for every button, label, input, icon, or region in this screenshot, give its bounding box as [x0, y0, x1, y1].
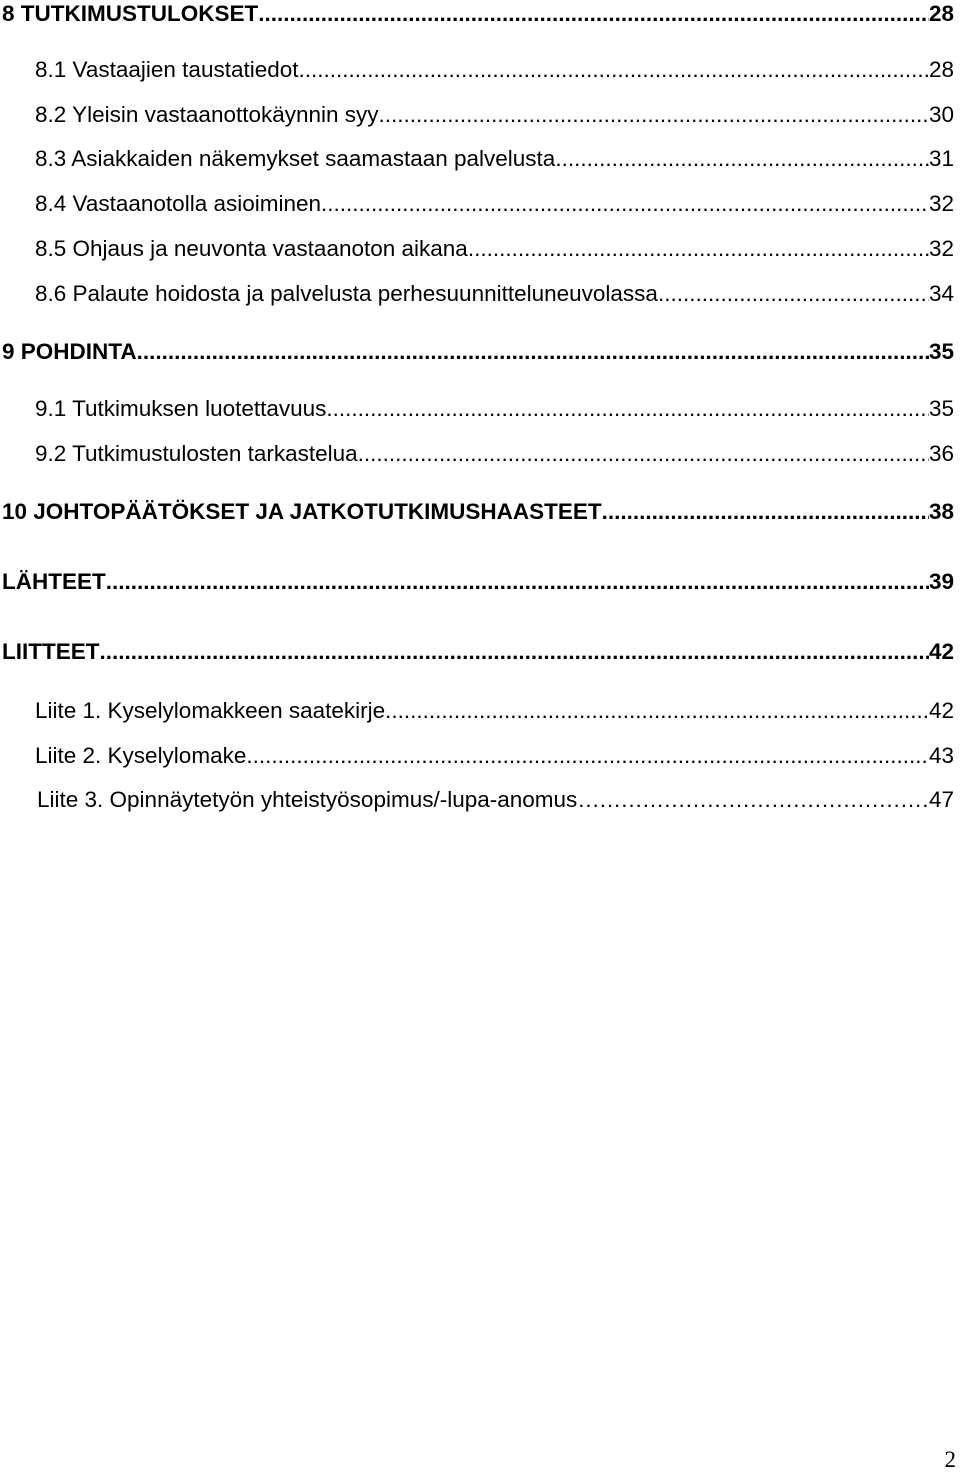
- toc-entry-title: 9.1 Tutkimuksen luotettavuus: [35, 396, 327, 421]
- toc-entry-page: 31: [928, 146, 954, 171]
- toc-dot-leader: [391, 697, 929, 725]
- toc-entry[interactable]: [37, 786, 954, 814]
- toc-entry[interactable]: [35, 190, 954, 218]
- toc-dot-leader: [246, 742, 929, 770]
- toc-entry[interactable]: [35, 56, 954, 84]
- toc-entry[interactable]: [35, 697, 954, 725]
- toc-entry[interactable]: [2, 0, 954, 28]
- toc-entry[interactable]: [35, 395, 954, 423]
- toc-entry-title: 8.4 Vastaanotolla asioiminen: [35, 191, 322, 216]
- toc-entry-title: 10 JOHTOPÄÄTÖKSET JA JATKOTUTKIMUSHAASTEET: [2, 499, 602, 524]
- toc-entry-title: 8.2 Yleisin vastaanottokäynnin syy: [35, 102, 379, 127]
- toc-entry[interactable]: [35, 101, 954, 129]
- toc-entry[interactable]: [2, 568, 954, 596]
- toc-entry-page: 32: [928, 191, 954, 216]
- toc-entry[interactable]: [35, 742, 954, 770]
- toc-entry-page: 38: [928, 499, 954, 524]
- toc-entry-page: 42: [928, 698, 954, 723]
- toc-dot-leader: [602, 498, 929, 526]
- toc-dot-leader: [137, 338, 929, 366]
- toc-entry-title: 8.5 Ohjaus ja neuvonta vastaanoton aikana: [35, 236, 468, 261]
- toc-entry-title: Liite 3. Opinnäytetyön yhteistyösopimus/-lupa-anomus: [37, 787, 578, 812]
- page-number: 2: [944, 1447, 956, 1472]
- toc-entry[interactable]: [35, 280, 954, 308]
- toc-entry-title: 8.1 Vastaajien taustatiedot: [35, 57, 299, 82]
- toc-dot-leader: [555, 145, 929, 173]
- toc-entry-title: 9 POHDINTA: [2, 339, 137, 364]
- toc-entry-page: 35: [928, 339, 954, 364]
- toc-entry-page: 43: [928, 743, 954, 768]
- toc-entry-title: Liite 1. Kyselylomakkeen saatekirje.: [35, 698, 392, 723]
- toc-entry-title: Liite 2. Kyselylomake: [35, 743, 247, 768]
- toc-dot-leader: [299, 56, 929, 84]
- toc-entry-title: 8.3 Asiakkaiden näkemykset saamastaan palvelusta: [35, 146, 556, 171]
- toc-entry-title: 8 TUTKIMUSTULOKSET: [2, 1, 259, 26]
- toc-entry[interactable]: [2, 338, 954, 366]
- toc-entry-page: 28: [928, 1, 954, 26]
- toc-dot-leader: [658, 280, 929, 308]
- toc-dot-leader: [321, 190, 929, 218]
- toc-entry[interactable]: [2, 498, 954, 526]
- toc-entry-page: 36: [928, 441, 954, 466]
- toc-dot-leader: [100, 638, 929, 666]
- toc-entry-page: 39: [928, 569, 954, 594]
- toc-entry-title: LIITTEET: [2, 639, 100, 664]
- toc-dot-leader: [258, 0, 929, 28]
- toc-entry-page: 30: [928, 102, 954, 127]
- toc-entry[interactable]: [2, 638, 954, 666]
- toc-entry-title: 9.2 Tutkimustulosten tarkastelua: [35, 441, 358, 466]
- toc-entry-page: 32: [928, 236, 954, 261]
- toc-dot-leader: [106, 568, 929, 596]
- toc-dot-leader: [379, 101, 929, 129]
- toc-entry-title: 8.6 Palaute hoidosta ja palvelusta perhesuunnitteluneuvolassa: [35, 281, 658, 306]
- toc-dot-leader: [577, 786, 929, 814]
- toc-entry[interactable]: [35, 235, 954, 263]
- toc-entry-page: 42: [928, 639, 954, 664]
- toc-entry-page: 47: [928, 787, 954, 812]
- toc-dot-leader: [326, 395, 929, 423]
- toc-dot-leader: [358, 440, 929, 468]
- toc-entry[interactable]: [35, 145, 954, 173]
- toc-entry-page: 35: [928, 396, 954, 421]
- toc-dot-leader: [468, 235, 929, 263]
- toc-entry-title: LÄHTEET: [2, 569, 106, 594]
- toc-entry-page: 34: [928, 281, 954, 306]
- toc-entry[interactable]: [35, 440, 954, 468]
- toc-entry-page: 28: [928, 57, 954, 82]
